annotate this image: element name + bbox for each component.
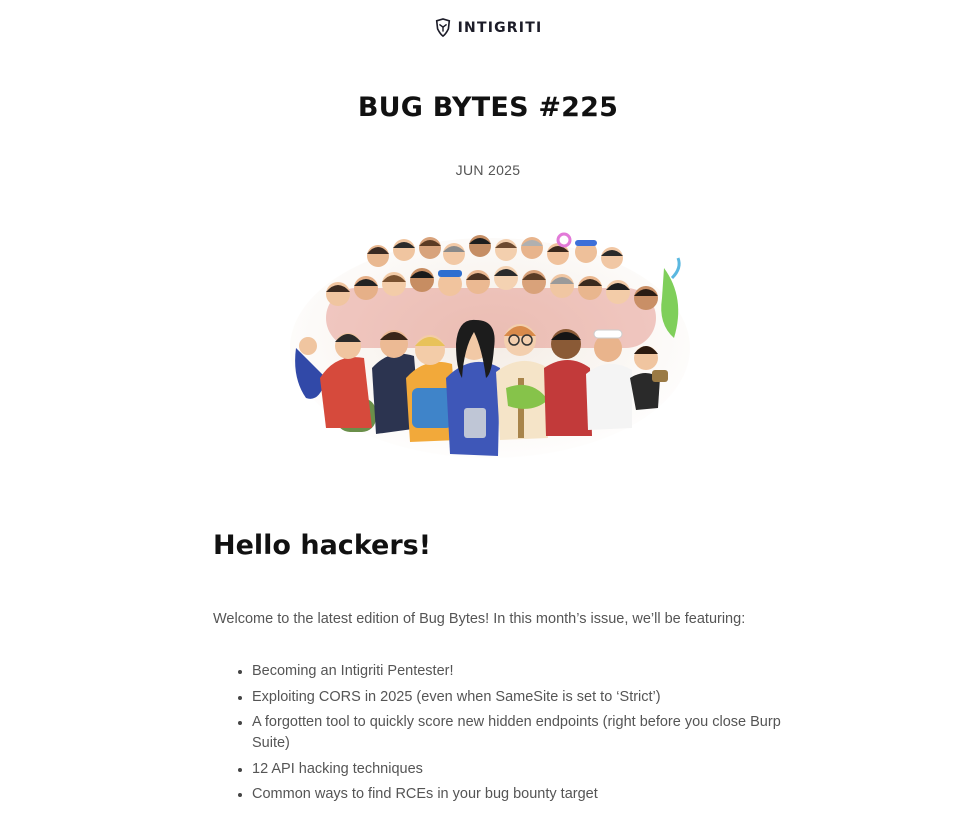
issue-date: JUN 2025	[455, 162, 521, 178]
community-hackers-illustration	[286, 228, 694, 464]
list-item: • 12 API hacking techniques	[252, 759, 797, 780]
list-item: • Common ways to find RCEs in your bug bounty target	[252, 784, 797, 805]
feature-list	[213, 661, 797, 810]
brand-logo[interactable]	[0, 18, 976, 38]
list-item: • A forgotten tool to quickly score new hidden endpoints (right before you close Burp Suite)	[252, 712, 797, 754]
list-item: • Becoming an Intigriti Pentester!	[252, 661, 797, 682]
brand-name: INTIGRITI	[457, 20, 543, 36]
greeting-heading: Hello hackers!	[213, 530, 432, 561]
list-item: • Exploiting CORS in 2025 (even when SameSite is set to ‘Strict’)	[252, 687, 797, 708]
intigriti-shield-icon	[434, 18, 452, 38]
issue-title: BUG BYTES #225	[357, 92, 619, 123]
intro-paragraph: Welcome to the latest edition of Bug Bytes! In this month’s issue, we’ll be featuring:	[213, 611, 746, 627]
